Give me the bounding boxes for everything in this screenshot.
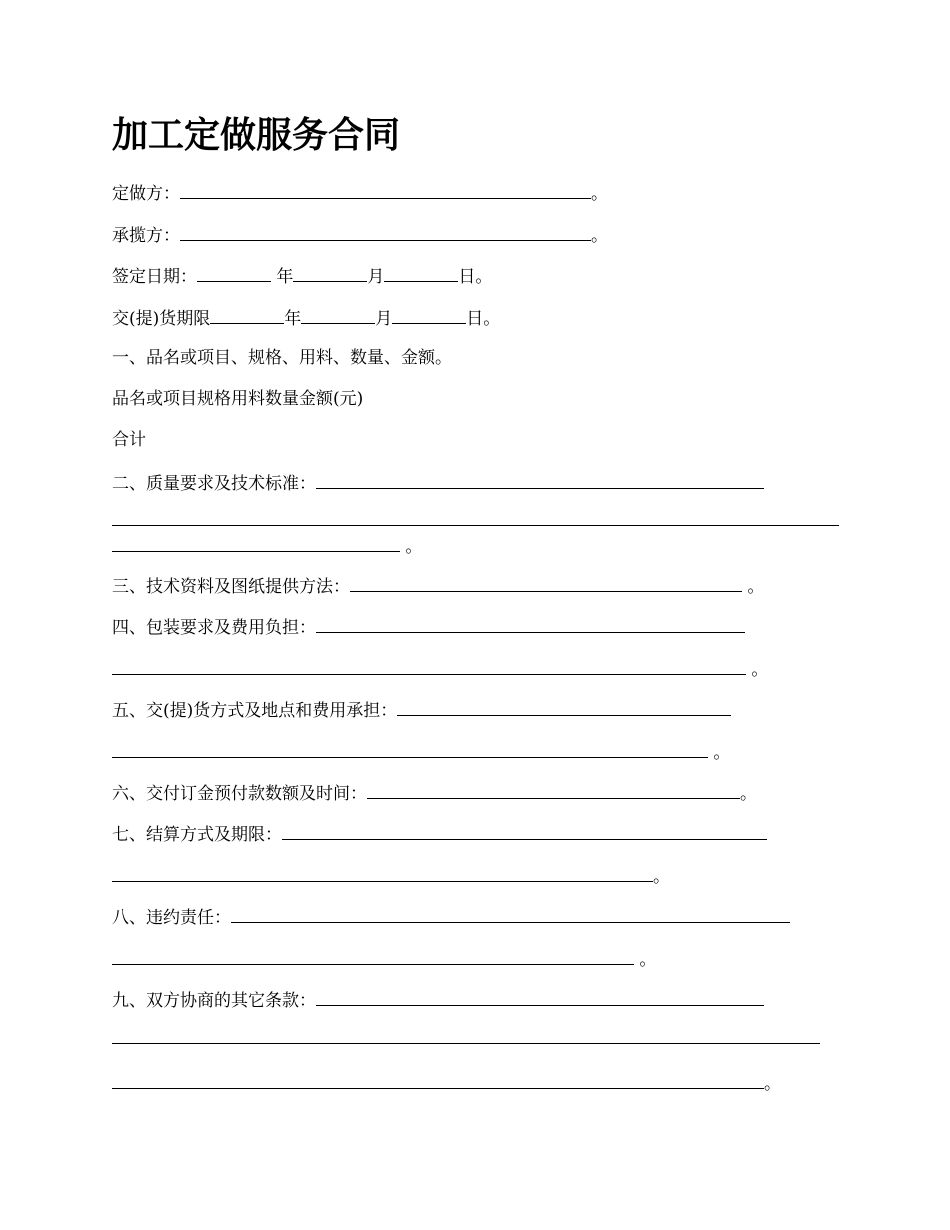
clause-5-label: 五、交(提)货方式及地点和费用承担：: [112, 701, 398, 721]
ordering-party-row: [112, 180, 608, 205]
clause-6-field[interactable]: [367, 780, 740, 799]
day-label: 日。: [458, 267, 493, 287]
clause-7-end: [112, 863, 670, 888]
period: 。: [405, 537, 423, 557]
delivery-deadline-label: 交(提)货期限: [112, 309, 211, 329]
clause-9-label: 九、双方协商的其它条款：: [112, 991, 316, 1011]
clause-4-field[interactable]: [316, 614, 745, 633]
sign-date-row: [112, 263, 492, 288]
contractor-field[interactable]: [180, 222, 591, 241]
clause-5-field[interactable]: [397, 697, 731, 716]
clause-2-field[interactable]: [316, 470, 764, 489]
page-title: 加工定做服务合同: [112, 115, 401, 156]
clause-7-label: 七、结算方式及期限：: [112, 825, 282, 845]
period: 。: [751, 660, 769, 680]
delivery-day-field[interactable]: [392, 305, 466, 324]
period: 。: [653, 867, 670, 887]
clause-9: [112, 987, 764, 1012]
clause-9-field-line-2[interactable]: [112, 1043, 820, 1044]
clause-8-field-line-2[interactable]: [112, 946, 634, 965]
year-label: 年: [284, 309, 302, 329]
clause-3-label: 三、技术资料及图纸提供方法：: [112, 577, 350, 597]
clause-4-label: 四、包装要求及费用负担：: [112, 618, 316, 638]
clause-1: [112, 347, 452, 369]
table-header: [112, 388, 363, 410]
clause-2-label: 二、质量要求及技术标准：: [112, 474, 316, 494]
sign-month-field[interactable]: [293, 263, 367, 282]
clause-3: [112, 573, 764, 598]
clause-9-field-line-3[interactable]: [112, 1070, 764, 1089]
contractor-label: 承揽方：: [112, 226, 180, 246]
clause-9-field[interactable]: [316, 987, 764, 1006]
period: 。: [713, 743, 731, 763]
clause-9-end: [112, 1070, 781, 1095]
period: 。: [591, 184, 608, 204]
day-label: 日。: [466, 309, 501, 329]
clause-8: [112, 904, 790, 929]
period: 。: [740, 784, 757, 804]
clause-6-label: 六、交付订金预付款数额及时间：: [112, 784, 367, 804]
table-header-text: 品名或项目规格用料数量金额(元): [112, 389, 364, 409]
month-label: 月: [375, 309, 393, 329]
period: 。: [764, 1074, 781, 1094]
table-total-label: 合计: [112, 430, 146, 450]
clause-8-field[interactable]: [231, 904, 790, 923]
ordering-party-label: 定做方：: [112, 184, 180, 204]
contractor-row: [112, 222, 608, 247]
clause-6: [112, 780, 757, 805]
table-total: [112, 429, 146, 451]
sign-day-field[interactable]: [384, 263, 458, 282]
clause-5: [112, 697, 731, 722]
sign-year-field[interactable]: [197, 263, 271, 282]
delivery-year-field[interactable]: [210, 305, 284, 324]
year-label: 年: [276, 267, 294, 287]
clause-5-end: [112, 739, 730, 764]
clause-7-field-line-2[interactable]: [112, 863, 653, 882]
clause-8-end: [112, 946, 656, 971]
ordering-party-field[interactable]: [180, 180, 591, 199]
clause-4-end: [112, 656, 768, 681]
period: 。: [639, 950, 657, 970]
clause-2-field-line-3[interactable]: [112, 533, 400, 552]
delivery-month-field[interactable]: [301, 305, 375, 324]
period: 。: [747, 577, 765, 597]
clause-1-text: 一、品名或项目、规格、用料、数量、金额。: [112, 348, 452, 368]
clause-5-field-line-2[interactable]: [112, 739, 708, 758]
clause-3-field[interactable]: [350, 573, 742, 592]
clause-4: [112, 614, 745, 639]
clause-7: [112, 821, 767, 846]
sign-date-label: 签定日期：: [112, 267, 197, 287]
clause-4-field-line-2[interactable]: [112, 656, 746, 675]
clause-2-field-line-2[interactable]: [112, 525, 839, 526]
month-label: 月: [367, 267, 385, 287]
clause-2: [112, 470, 764, 495]
clause-8-label: 八、违约责任：: [112, 908, 231, 928]
delivery-deadline-row: [112, 305, 500, 330]
clause-2-end: [112, 533, 422, 558]
period: 。: [591, 226, 608, 246]
clause-7-field[interactable]: [282, 821, 767, 840]
